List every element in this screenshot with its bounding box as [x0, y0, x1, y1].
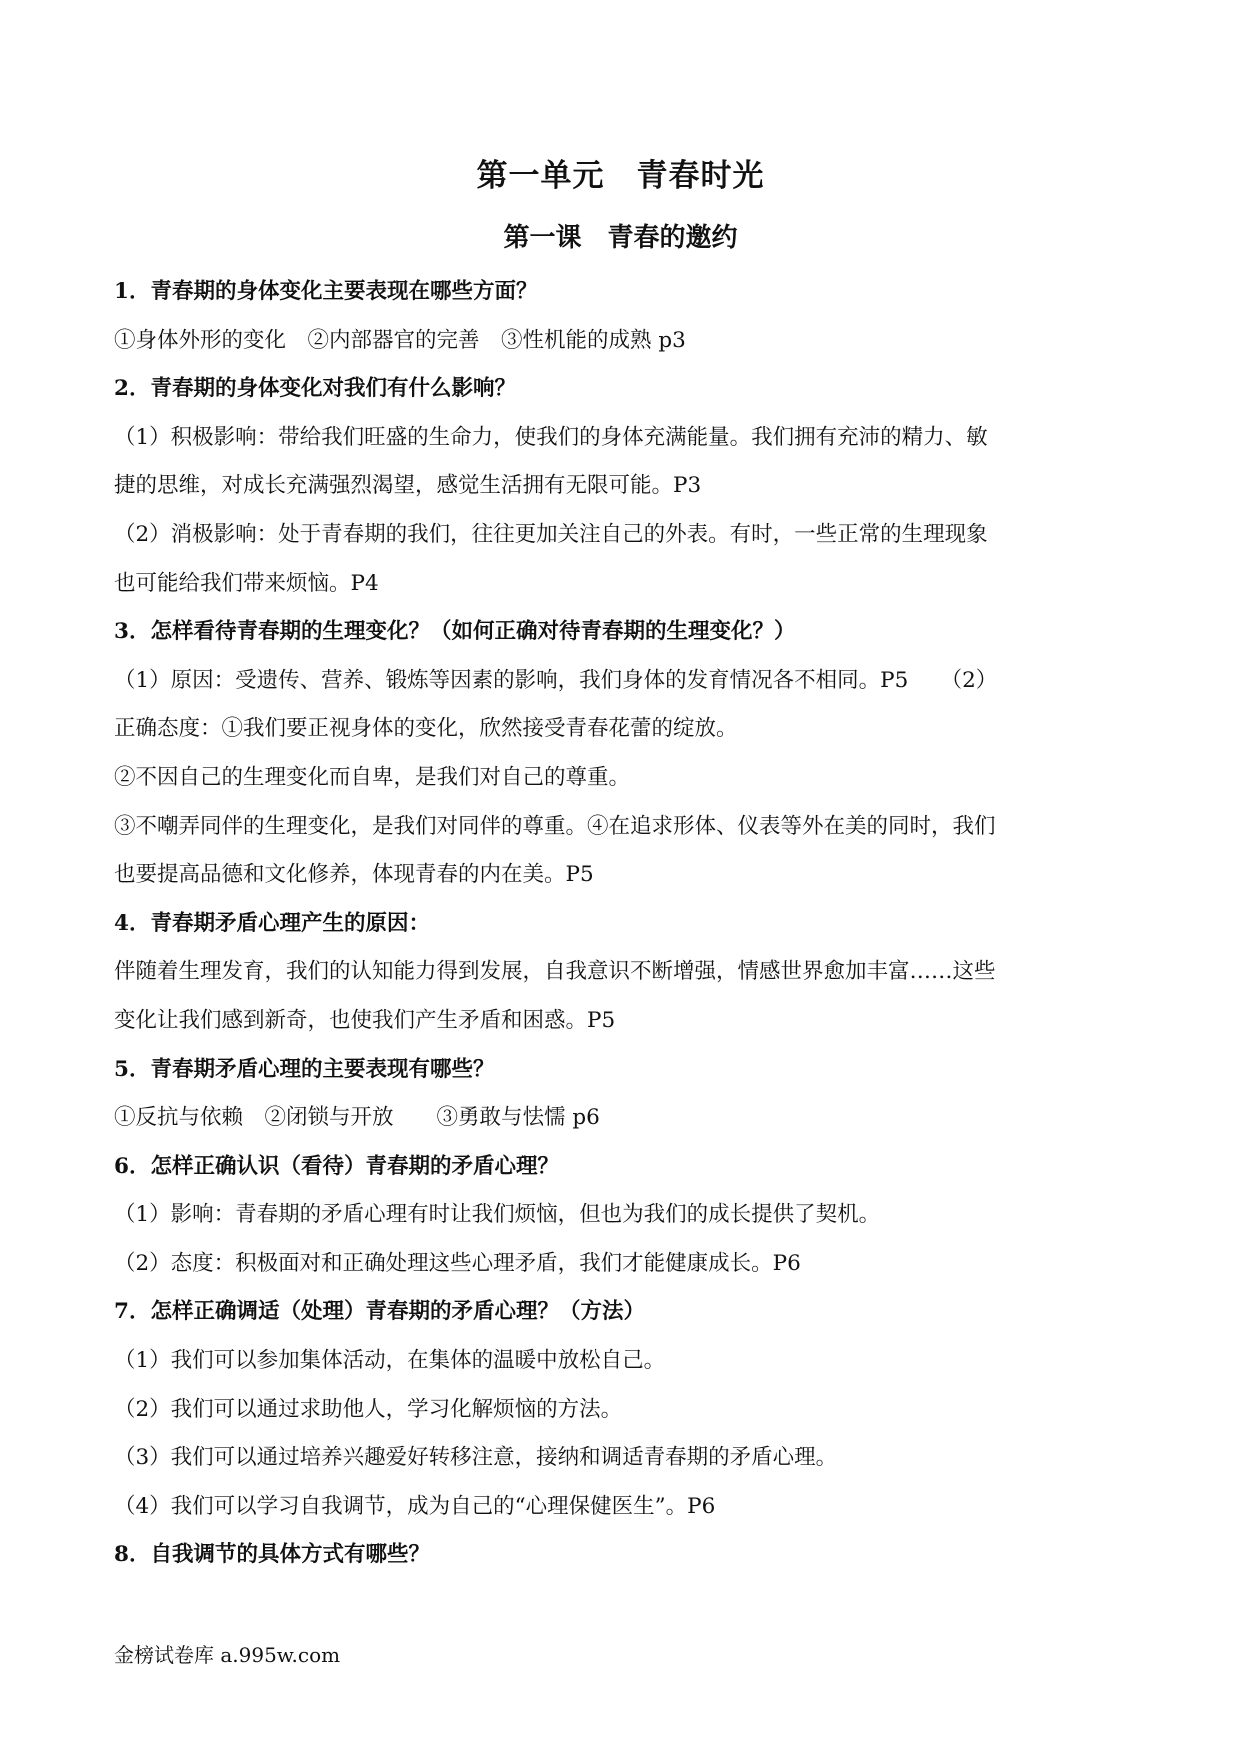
answer-line: 伴随着生理发育，我们的认知能力得到发展，自我意识不断增强，情感世界愈加丰富……这些	[114, 959, 996, 985]
unit-title: 第一单元 青春时光	[476, 158, 765, 194]
answer-line: ③不嘲弄同伴的生理变化，是我们对同伴的尊重。④在追求形体、仪表等外在美的同时，我们	[114, 813, 996, 839]
lesson-title: 第一课 青春的邀约	[503, 223, 738, 253]
answer-line: 捷的思维，对成长充满强烈渴望，感觉生活拥有无限可能。P3	[114, 473, 702, 499]
content-body	[114, 268, 1134, 1580]
answer-line: 也可能给我们带来烦恼。P4	[114, 570, 379, 596]
answer-line: ②不因自己的生理变化而自卑，是我们对自己的尊重。	[114, 764, 631, 790]
answer-line: （2）消极影响：处于青春期的我们，往往更加关注自己的外表。有时，一些正常的生理现象	[114, 521, 988, 547]
answer-line: （3）我们可以通过培养兴趣爱好转移注意，接纳和调适青春期的矛盾心理。	[114, 1445, 838, 1471]
question-7: 7．怎样正确调适（处理）青春期的矛盾心理？（方法）	[114, 1299, 645, 1325]
answer-line: （1）影响：青春期的矛盾心理有时让我们烦恼，但也为我们的成长提供了契机。	[114, 1202, 881, 1228]
answer-line: 变化让我们感到新奇，也使我们产生矛盾和困惑。P5	[114, 1007, 616, 1033]
answer-line: 也要提高品德和文化修养，体现青春的内在美。P5	[114, 862, 594, 888]
question-2: 2．青春期的身体变化对我们有什么影响？	[114, 376, 516, 402]
answer-line: ①反抗与依赖 ②闭锁与开放 ③勇敢与怯懦 p6	[114, 1105, 600, 1131]
answer-line: ①身体外形的变化 ②内部器官的完善 ③性机能的成熟 p3	[114, 327, 686, 353]
question-8: 8．自我调节的具体方式有哪些？	[114, 1542, 430, 1568]
answer-line: （2）态度：积极面对和正确处理这些心理矛盾，我们才能健康成长。P6	[114, 1250, 801, 1276]
answer-line: （1）积极影响：带给我们旺盛的生命力，使我们的身体充满能量。我们拥有充沛的精力、敏	[114, 424, 988, 450]
footer-watermark-text: 金榜试卷库 a.995w.com	[114, 1643, 341, 1667]
question-5: 5．青春期矛盾心理的主要表现有哪些？	[114, 1056, 495, 1082]
answer-line: 正确态度：①我们要正视身体的变化，欣然接受青春花蕾的绽放。	[114, 716, 738, 742]
answer-line: （1）原因：受遗传、营养、锻炼等因素的影响，我们身体的发育情况各不相同。P5 （2）	[114, 667, 998, 693]
question-1: 1．青春期的身体变化主要表现在哪些方面？	[114, 279, 538, 304]
question-3: 3．怎样看待青春期的生理变化？（如何正确对待青春期的生理变化？）	[114, 619, 796, 645]
answer-line: （4）我们可以学习自我调节，成为自己的“心理保健医生”。P6	[114, 1493, 716, 1519]
question-4: 4．青春期矛盾心理产生的原因：	[114, 910, 430, 936]
question-6: 6．怎样正确认识（看待）青春期的矛盾心理？	[114, 1153, 559, 1179]
answer-line: （2）我们可以通过求助他人，学习化解烦恼的方法。	[114, 1396, 623, 1422]
answer-line: （1）我们可以参加集体活动，在集体的温暖中放松自己。	[114, 1348, 666, 1374]
